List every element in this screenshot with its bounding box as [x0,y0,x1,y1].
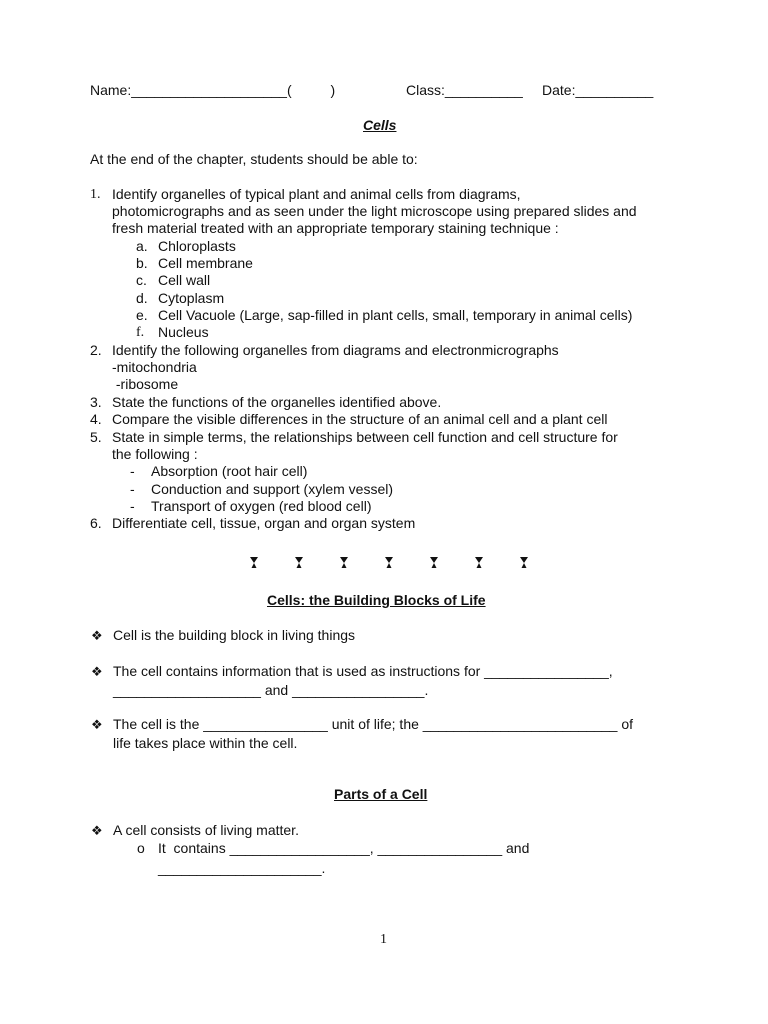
dash-item-conduction: Conduction and support (xylem vessel) [151,481,394,497]
page-title: Cells [363,117,397,133]
hourglass-icon [339,556,349,570]
sub-item-chloroplasts: Chloroplasts [158,238,236,254]
objective-number-3: 3. [90,394,102,410]
sub-item-cell-wall: Cell wall [158,272,211,288]
objective-1-line-1: Identify organelles of typical plant and animal cells from diagrams, [112,186,521,202]
sub-bullet-contains-line-1: It contains __________________, ________________ and [158,840,530,856]
sub-item-marker-e: e. [136,307,148,323]
objective-2-line-2: -mitochondria [112,359,197,375]
diamond-bullet-icon: ❖ [91,628,103,643]
bullet-building-block: Cell is the building block in living things [113,627,356,643]
page-number: 1 [380,932,387,947]
hourglass-icon [519,556,529,570]
bullet-unit-of-life-line-1: The cell is the ________________ unit of life; the _________________________ of [113,716,634,732]
hourglass-icon [249,556,259,570]
dash-marker-2: - [130,481,135,497]
sub-item-marker-c: c. [136,272,147,288]
sub-item-nucleus: Nucleus [158,324,209,340]
objective-number-1: 1. [90,187,101,202]
objective-4: Compare the visible differences in the structure of an animal cell and a plant cell [112,411,608,427]
hourglass-icon [474,556,484,570]
sub-item-marker-b: b. [136,255,148,271]
objective-2-line-3: -ribosome [112,376,179,392]
sub-item-cytoplasm: Cytoplasm [158,290,225,306]
objective-number-6: 6. [90,515,102,531]
objective-number-4: 4. [90,411,102,427]
sub-item-marker-a: a. [136,238,148,254]
class-field-label: Class:__________ [406,82,523,98]
objective-1-line-3: fresh material treated with an appropriate temporary staining technique : [112,220,559,236]
date-field-label: Date:__________ [542,82,654,98]
dash-marker-3: - [130,498,135,514]
dash-item-transport: Transport of oxygen (red blood cell) [151,498,372,514]
objective-1-line-2: photomicrographs and as seen under the light microscope using prepared slides and [112,203,637,219]
sub-item-marker-d: d. [136,290,148,306]
circle-bullet-icon: o [137,840,145,856]
bullet-living-matter: A cell consists of living matter. [113,822,299,838]
hourglass-icon [294,556,304,570]
bullet-instructions-line-2: ___________________ and _________________. [113,682,429,698]
hourglass-icon [429,556,439,570]
sub-bullet-contains-line-2: _____________________. [158,860,326,876]
name-field-label: Name:____________________( ) [90,82,336,98]
bullet-instructions-line-1: The cell contains information that is used as instructions for ________________, [113,663,613,679]
section-heading-parts-of-cell: Parts of a Cell [334,786,428,802]
objective-5-line-1: State in simple terms, the relationships between cell function and cell structure for [112,429,618,445]
dash-marker-1: - [130,463,135,479]
dash-item-absorption: Absorption (root hair cell) [151,463,308,479]
sub-item-cell-membrane: Cell membrane [158,255,253,271]
section-heading-building-blocks: Cells: the Building Blocks of Life [267,592,486,608]
objective-6: Differentiate cell, tissue, organ and organ system [112,515,416,531]
objective-3: State the functions of the organelles identified above. [112,394,442,410]
objective-number-2: 2. [90,342,102,358]
intro-text: At the end of the chapter, students should be able to: [90,151,418,167]
bullet-unit-of-life-line-2: life takes place within the cell. [113,735,298,751]
objective-2-line-1: Identify the following organelles from diagrams and electronmicrographs [112,342,559,358]
diamond-bullet-icon: ❖ [91,664,103,679]
sub-item-marker-f: f. [136,325,145,340]
diamond-bullet-icon: ❖ [91,823,103,838]
objective-number-5: 5. [90,429,102,445]
hourglass-icon [384,556,394,570]
diamond-bullet-icon: ❖ [91,717,103,732]
objective-5-line-2: the following : [112,446,198,462]
sub-item-cell-vacuole: Cell Vacuole (Large, sap-filled in plant cells, small, temporary in animal cells) [158,307,633,323]
